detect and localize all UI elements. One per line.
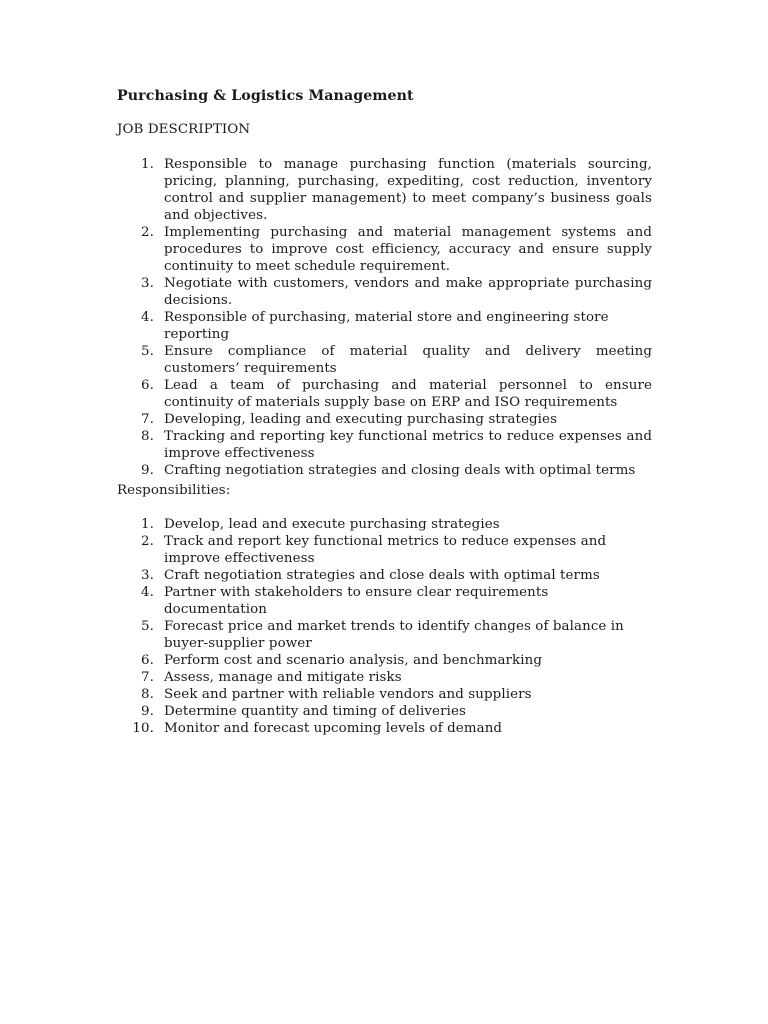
list-number: 5. (141, 344, 154, 359)
list-number: 10. (132, 721, 154, 736)
list-item-text: Responsible of purchasing, material store and engineering store reporting (164, 310, 609, 342)
job-description-heading: JOB DESCRIPTION (117, 122, 251, 137)
list-item-text: Develop, lead and execute purchasing strategies (164, 517, 500, 532)
list-number: 9. (141, 704, 154, 719)
list-item-text: Negotiate with customers, vendors and make appropriate purchasing decisions. (164, 276, 652, 308)
list-item-text: Seek and partner with reliable vendors and suppliers (164, 687, 532, 702)
list-number: 7. (141, 670, 154, 685)
responsibility-item (0, 686, 768, 703)
responsibility-item (0, 584, 768, 618)
list-number: 5. (141, 619, 154, 634)
list-number: 6. (141, 378, 154, 393)
job-description-item (0, 343, 768, 377)
responsibility-item (0, 703, 768, 720)
responsibility-item (0, 567, 768, 584)
list-item-text: Implementing purchasing and material management systems and procedures to improve cost efficiency, accuracy and ensure supply continuity to meet schedule requirement. (164, 225, 652, 274)
document-title: Purchasing & Logistics Management (117, 88, 414, 104)
job-description-item (0, 275, 768, 309)
list-item-text: Responsible to manage purchasing function (materials sourcing, pricing, planning, purchasing, expediting, cost reduction, inventory control and supplier management) to meet company’s business goals and objectives. (164, 157, 652, 223)
list-number: 9. (141, 463, 154, 478)
job-description-item (0, 411, 768, 428)
list-number: 4. (141, 585, 154, 600)
list-number: 4. (141, 310, 154, 325)
list-item-text: Perform cost and scenario analysis, and benchmarking (164, 653, 543, 668)
list-item-text: Craft negotiation strategies and close deals with optimal terms (164, 568, 600, 583)
list-item-text: Partner with stakeholders to ensure clear requirements documentation (164, 585, 549, 617)
list-number: 8. (141, 429, 154, 444)
list-number: 1. (141, 157, 154, 172)
list-item-text: Ensure compliance of material quality and delivery meeting customers’ requirements (164, 344, 652, 376)
list-item-text: Assess, manage and mitigate risks (164, 670, 402, 685)
responsibilities-list (0, 516, 768, 737)
list-item-text: Forecast price and market trends to identify changes of balance in buyer-supplier power (164, 619, 624, 651)
list-number: 3. (141, 276, 154, 291)
list-number: 8. (141, 687, 154, 702)
list-number: 6. (141, 653, 154, 668)
responsibility-item (0, 669, 768, 686)
list-item-text: Determine quantity and timing of deliveries (164, 704, 466, 719)
list-item-text: Monitor and forecast upcoming levels of demand (164, 721, 503, 736)
list-number: 3. (141, 568, 154, 583)
list-number: 1. (141, 517, 154, 532)
list-item-text: Tracking and reporting key functional metrics to reduce expenses and improve effectiveness (164, 429, 652, 461)
list-item-text: Track and report key functional metrics to reduce expenses and improve effectiveness (164, 534, 607, 566)
job-description-item (0, 462, 768, 479)
responsibility-item (0, 516, 768, 533)
responsibility-item (0, 652, 768, 669)
responsibility-item (0, 720, 768, 737)
job-description-item (0, 224, 768, 275)
job-description-list (0, 156, 768, 479)
list-number: 2. (141, 534, 154, 549)
list-item-text: Developing, leading and executing purchasing strategies (164, 412, 558, 427)
responsibility-item (0, 618, 768, 652)
list-number: 2. (141, 225, 154, 240)
job-description-item (0, 428, 768, 462)
list-number: 7. (141, 412, 154, 427)
job-description-item (0, 156, 768, 224)
job-description-item (0, 309, 768, 343)
list-item-text: Lead a team of purchasing and material personnel to ensure continuity of materials supply base on ERP and ISO requirements (164, 378, 652, 410)
responsibilities-heading: Responsibilities: (117, 483, 231, 498)
job-description-item (0, 377, 768, 411)
list-item-text: Crafting negotiation strategies and closing deals with optimal terms (164, 463, 636, 478)
responsibility-item (0, 533, 768, 567)
